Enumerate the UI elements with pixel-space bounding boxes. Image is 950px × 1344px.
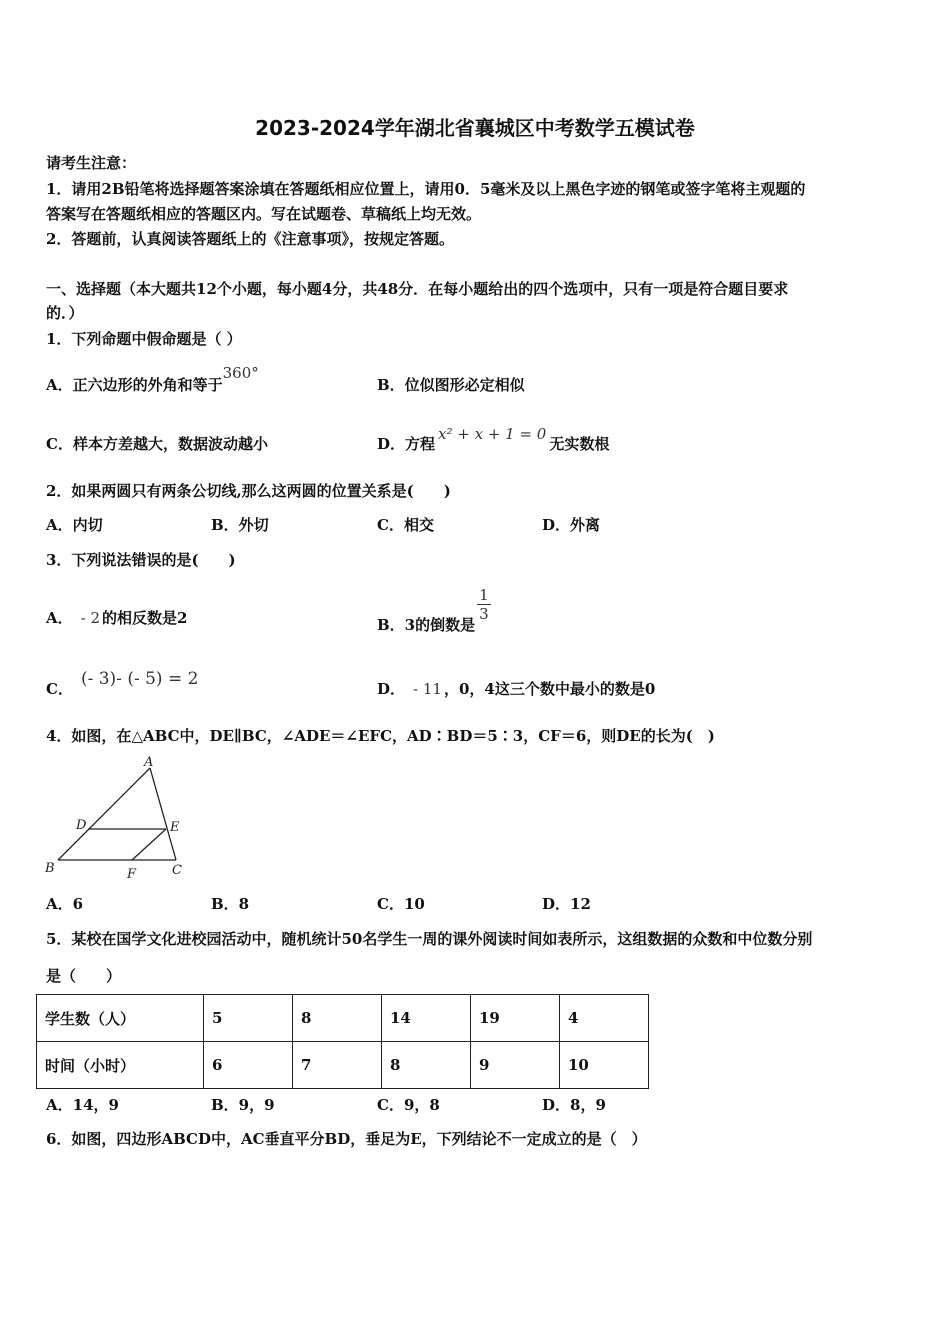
q4-option-c[interactable]: C．10 xyxy=(377,895,425,913)
q3-option-d-math: - 11 xyxy=(413,680,442,698)
q4-stem: 4．如图，在△ABC中，DE∥BC，∠ADE＝∠EFC，AD∶BD＝5∶3，CF＝6，则DE的长为( ) xyxy=(46,727,715,745)
q2-option-b[interactable]: B．外切 xyxy=(211,516,269,534)
q3-stem: 3．下列说法错误的是( ) xyxy=(46,551,236,569)
notice-item1-line1: 1．请用2B铅笔将选择题答案涂填在答题纸相应位置上，请用0．5毫米及以上黑色字迹的钢笔或签字笔将主观题的 xyxy=(46,180,806,198)
section1-heading-line2: 的．） xyxy=(46,304,84,322)
table-row xyxy=(37,995,649,1042)
q2-option-a[interactable]: A．内切 xyxy=(46,516,103,534)
table-cell: 14 xyxy=(382,995,471,1042)
q4-label-f: F xyxy=(127,867,137,880)
q1-option-d-math: x² + x + 1 = 0 xyxy=(438,425,547,443)
q5-stem-line1: 5．某校在国学文化进校园活动中，随机统计50名学生一周的课外阅读时间如表所示，这组数据的众数和中位数分别 xyxy=(46,930,813,948)
q3-option-c-math: (- 3)- (- 5) = 2 xyxy=(80,669,199,689)
q3-option-b[interactable] xyxy=(377,586,491,634)
q5-data-table xyxy=(36,994,649,1089)
table-row xyxy=(37,1042,649,1089)
q4-label-d: D xyxy=(76,818,87,833)
q3-option-b-text: B．3的倒数是 xyxy=(377,615,476,634)
page-title: 2023-2024学年湖北省襄城区中考数学五模试卷 xyxy=(255,116,695,140)
q4-label-e: E xyxy=(170,820,180,835)
q3-option-d[interactable] xyxy=(377,678,655,699)
q3-option-a[interactable] xyxy=(46,607,187,628)
table-cell: 4 xyxy=(560,995,649,1042)
q6-stem: 6．如图，四边形ABCD中，AC垂直平分BD，垂足为E，下列结论不一定成立的是（ ） xyxy=(46,1130,647,1148)
table-cell: 8 xyxy=(382,1042,471,1089)
q4-label-a: A xyxy=(144,755,154,770)
q4-segment-ef xyxy=(132,829,166,860)
q4-label-c: C xyxy=(172,863,182,878)
q5-option-a[interactable]: A．14，9 xyxy=(46,1096,119,1114)
q3-option-a-prefix: A． xyxy=(46,609,73,627)
q5-option-d[interactable]: D．8，9 xyxy=(542,1096,606,1114)
q3-option-d-tail: ，0，4这三个数中最小的数是0 xyxy=(443,680,656,698)
notice-item2: 2．答题前，认真阅读答题纸上的《注意事项》，按规定答题。 xyxy=(46,230,454,248)
q3-option-c-prefix: C． xyxy=(46,680,73,698)
q3-option-b-denominator: 3 xyxy=(479,605,489,623)
q2-option-d[interactable]: D．外离 xyxy=(542,516,601,534)
q4-option-b[interactable]: B．8 xyxy=(211,895,250,913)
q4-option-a[interactable]: A．6 xyxy=(46,895,84,913)
q3-option-c[interactable] xyxy=(46,669,199,699)
q3-option-b-numerator: 1 xyxy=(479,586,489,604)
q4-side-ab xyxy=(58,768,150,860)
table-cell: 5 xyxy=(204,995,293,1042)
q4-label-b: B xyxy=(45,861,55,876)
table-cell: 7 xyxy=(293,1042,382,1089)
q3-option-b-fraction xyxy=(477,586,491,623)
notice-heading: 请考生注意： xyxy=(46,154,137,172)
table-cell: 6 xyxy=(204,1042,293,1089)
q1-option-d-text: D．方程 xyxy=(377,435,436,453)
q3-option-d-prefix: D． xyxy=(377,680,406,698)
q4-option-d[interactable]: D．12 xyxy=(542,895,591,913)
q1-option-c[interactable]: C．样本方差越大，数据波动越小 xyxy=(46,435,268,453)
q1-option-a-text: A．正六边形的外角和等于 xyxy=(46,376,223,394)
q2-stem: 2．如果两圆只有两条公切线,那么这两圆的位置关系是( ) xyxy=(46,482,451,500)
q1-option-d[interactable] xyxy=(377,425,610,454)
q3-option-a-math: - 2 xyxy=(80,609,101,627)
notice-item1-line2: 答案写在答题纸相应的答题区内。写在试题卷、草稿纸上均无效。 xyxy=(46,205,482,223)
table-cell: 时间（小时） xyxy=(37,1042,204,1089)
q5-option-b[interactable]: B．9，9 xyxy=(211,1096,275,1114)
q5-option-c[interactable]: C．9，8 xyxy=(377,1096,440,1114)
table-cell: 9 xyxy=(471,1042,560,1089)
table-cell: 8 xyxy=(293,995,382,1042)
q1-option-d-tail: 无实数根 xyxy=(549,435,610,453)
q5-stem-line2: 是（ ） xyxy=(46,967,122,985)
q1-option-a-math: 360° xyxy=(222,364,259,382)
q1-option-a[interactable] xyxy=(46,364,259,395)
q3-option-a-tail: 的相反数是2 xyxy=(102,609,188,627)
table-cell: 19 xyxy=(471,995,560,1042)
section1-heading-line1: 一、选择题（本大题共12个小题，每小题4分，共48分．在每小题给出的四个选项中，只有一项是符合题目要求 xyxy=(46,280,789,298)
q2-option-c[interactable]: C．相交 xyxy=(377,516,434,534)
q4-side-ac xyxy=(150,768,176,860)
table-cell: 学生数（人） xyxy=(37,995,204,1042)
q1-stem: 1．下列命题中假命题是（ ） xyxy=(46,330,242,348)
q4-triangle-figure xyxy=(40,750,200,880)
table-cell: 10 xyxy=(560,1042,649,1089)
q1-option-b[interactable]: B．位似图形必定相似 xyxy=(377,376,525,394)
